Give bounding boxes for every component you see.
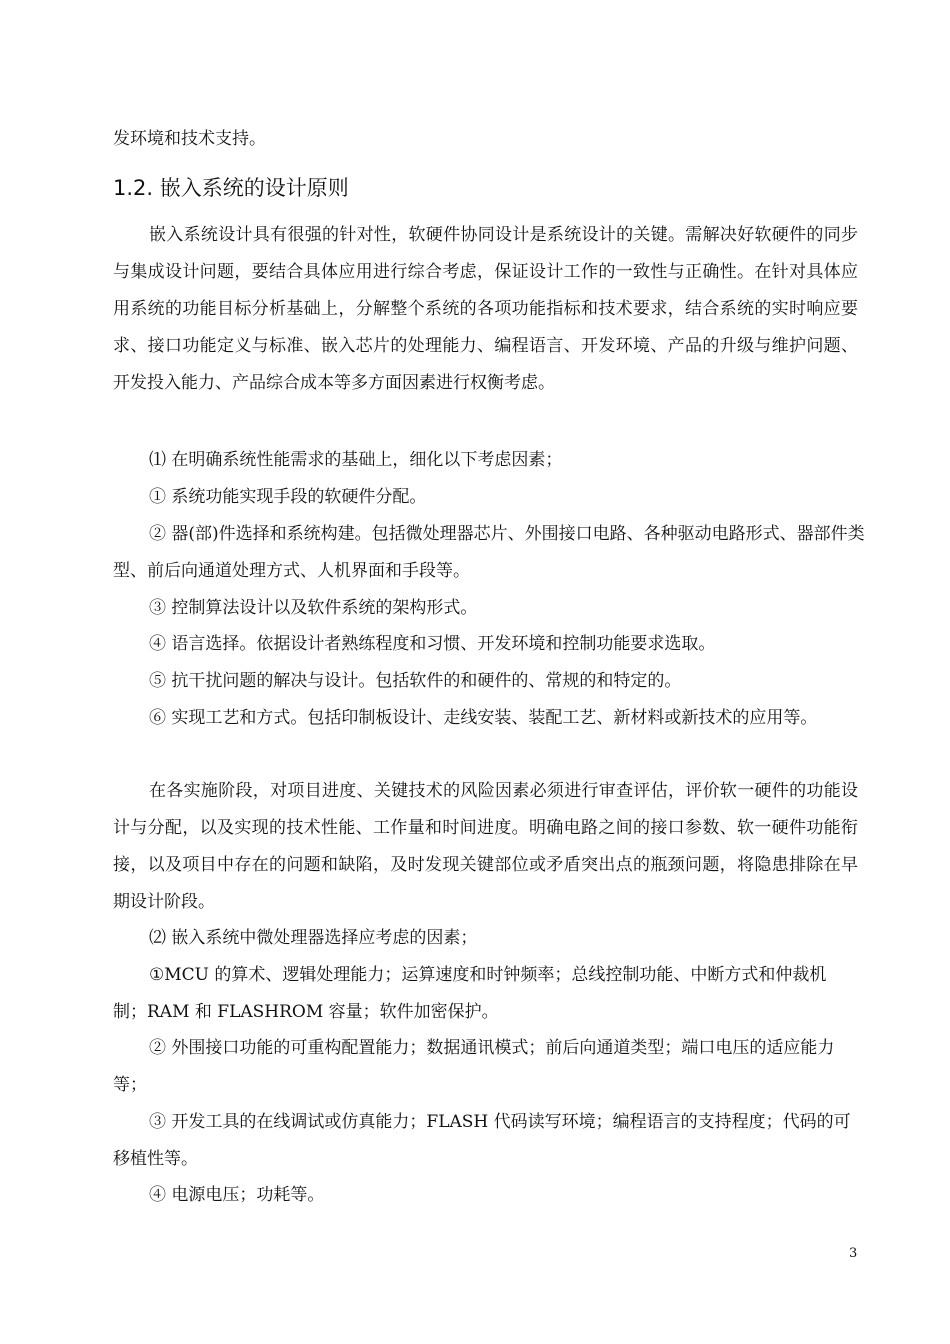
list2-item-1: ①MCU 的算术、逻辑处理能力；运算速度和时钟频率；总线控制功能、中断方式和仲裁机制；RAM 和 FLASHROM 容量；软件加密保护。 [113,965,827,1022]
list1-item-4: ④ 语言选择。依据设计者熟练程度和习惯、开发环境和控制功能要求选取。 [149,634,716,654]
section-heading: 1.2. 嵌入系统的设计原则 [113,176,349,200]
list1-item-5: ⑤ 抗干扰问题的解决与设计。包括软件的和硬件的、常规的和特定的。 [149,671,682,691]
list1-item-6: ⑥ 实现工艺和方式。包括印制板设计、走线安装、装配工艺、新材料或新技术的应用等。 [149,708,818,728]
list1-item-3: ③ 控制算法设计以及软件系统的架构形式。 [149,598,478,618]
list2-intro: ⑵ 嵌入系统中微处理器选择应考虑的因素； [149,928,478,948]
body-paragraph-1: 嵌入系统设计具有很强的针对性，软硬件协同设计是系统设计的关键。需解决好软硬件的同步与集成设计问题，要结合具体应用进行综合考虑，保证设计工作的一致性与正确性。在针对具体应用系统的功能目标分析基础上，分解整个系统的各项功能指标和技术要求，结合系统的实时响应要求、接口功能定义与标准、嵌入芯片的处理能力、编程语言、开发环境、产品的升级与维护问题、开发投入能力、产品综合成本等多方面因素进行权衡考虑。 [113,225,858,393]
list1-item-1: ① 系统功能实现手段的软硬件分配。 [149,487,427,507]
list1-intro: ⑴ 在明确系统性能需求的基础上，细化以下考虑因素； [149,450,563,470]
list1-item-2: ② 器(部)件选择和系统构建。包括微处理器芯片、外围接口电路、各种驱动电路形式、器部件类型、前后向通道处理方式、人机界面和手段等。 [113,524,865,581]
list2-item-3: ③ 开发工具的在线调试或仿真能力；FLASH 代码读写环境；编程语言的支持程度；代码的可移植性等。 [113,1112,851,1169]
body-paragraph-2: 在各实施阶段，对项目进度、关键技术的风险因素必须进行审查评估，评价软一硬件的功能设计与分配，以及实现的技术性能、工作量和时间进度。明确电路之间的接口参数、软一硬件功能衔接，以及项目中存在的问题和缺陷，及时发现关键部位或矛盾突出点的瓶颈问题，将隐患排除在早期设计阶段。 [113,781,858,912]
continued-text: 发环境和技术支持。 [113,129,266,149]
list2-item-4: ④ 电源电压；功耗等。 [149,1185,325,1205]
list2-item-2: ② 外围接口功能的可重构配置能力；数据通讯模式；前后向通道类型；端口电压的适应能力等； [113,1038,835,1095]
page-number: 3 [849,1246,858,1261]
